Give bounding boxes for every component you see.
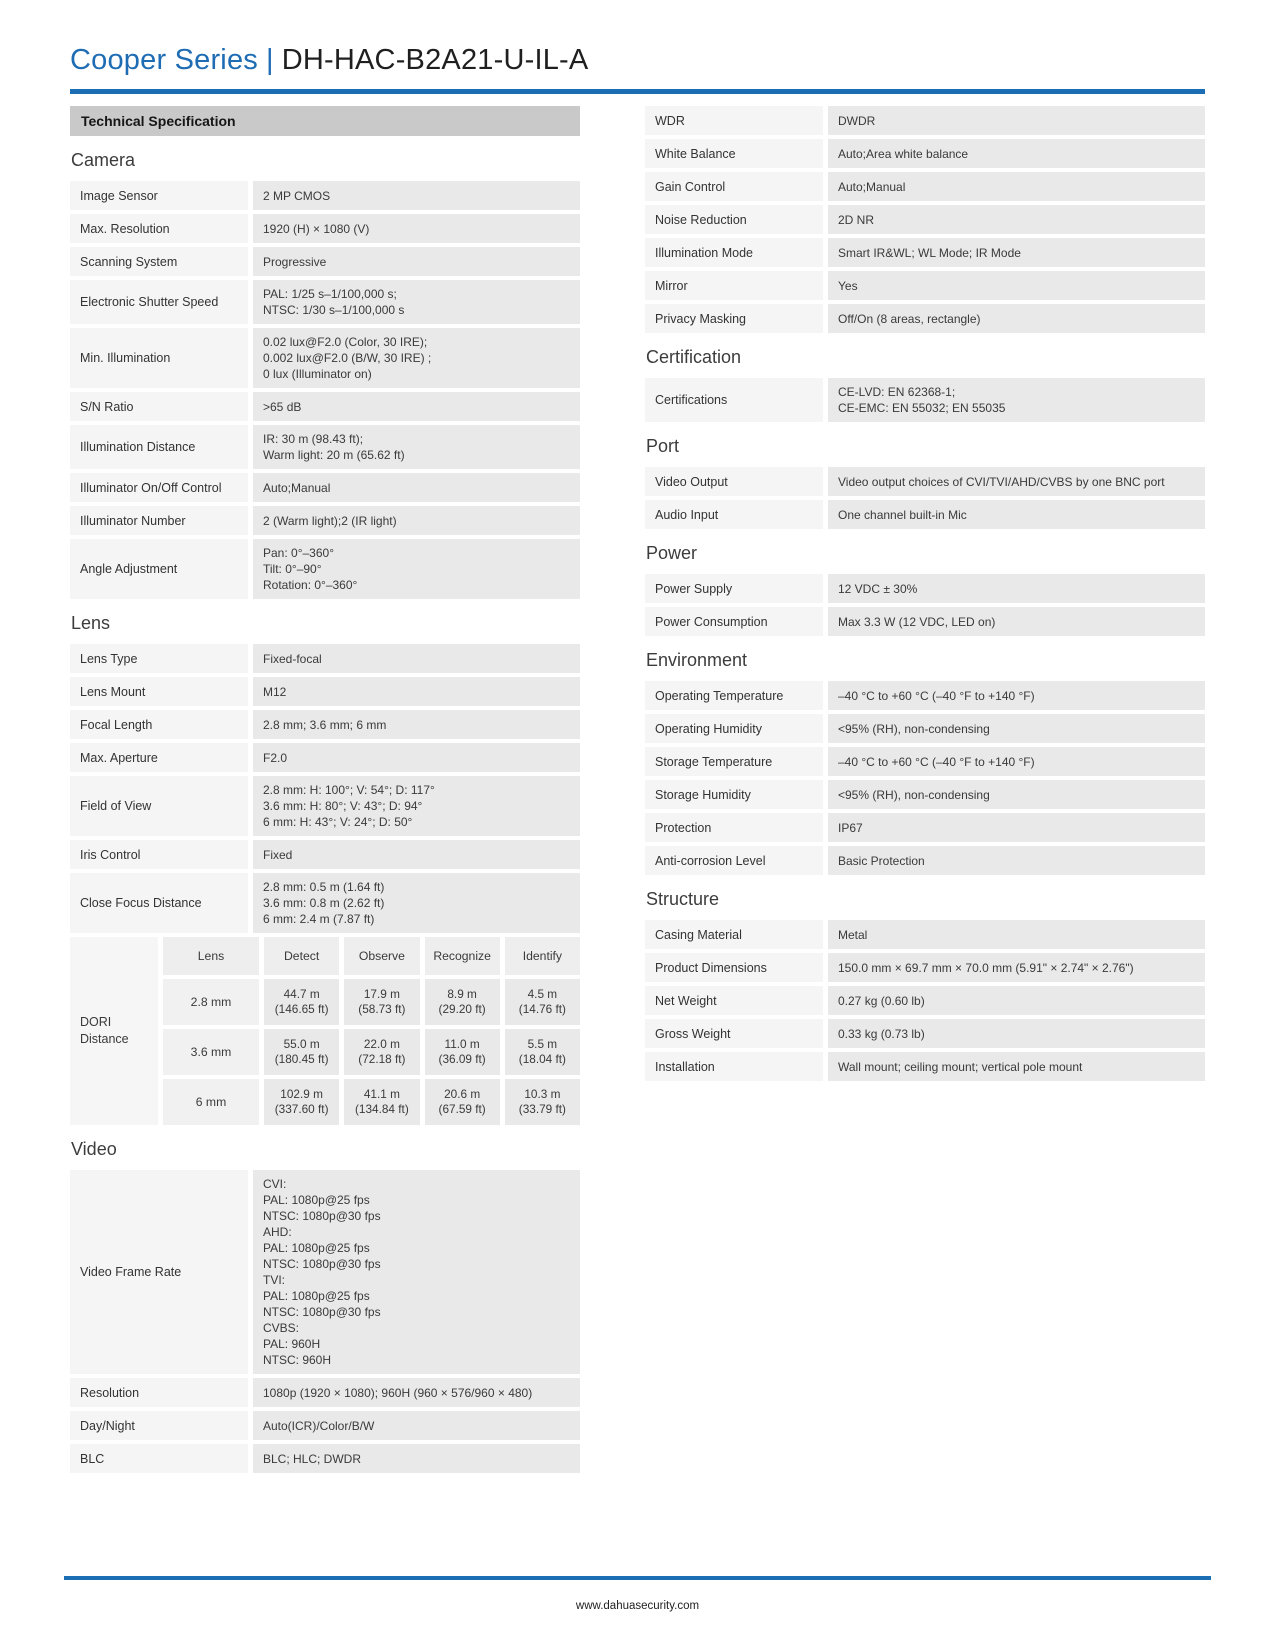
dori-value-line: 17.9 m	[363, 987, 400, 1001]
spec-value-line: CE-LVD: EN 62368-1;	[838, 385, 956, 399]
spec-value	[253, 873, 580, 933]
spec-value-line: NTSC: 1080p@30 fps	[263, 1209, 381, 1223]
spec-value-line: PAL: 1080p@25 fps	[263, 1289, 370, 1303]
series-name: Cooper Series	[70, 44, 258, 76]
spec-row	[645, 467, 1205, 496]
spec-row	[70, 392, 580, 421]
spec-value-line: 2.8 mm; 3.6 mm; 6 mm	[263, 717, 387, 732]
dori-value-line: 55.0 m	[283, 1037, 320, 1051]
dori-value-cell	[505, 979, 580, 1025]
spec-value	[253, 214, 580, 243]
spec-value	[253, 776, 580, 836]
footer-rule	[64, 1576, 1211, 1580]
spec-label: Gain Control	[645, 172, 823, 201]
spec-value	[253, 644, 580, 673]
spec-label: Product Dimensions	[645, 953, 823, 982]
spec-row	[645, 139, 1205, 168]
spec-value-line: NTSC: 960H	[263, 1353, 332, 1367]
spec-value	[828, 1052, 1205, 1081]
spec-row	[645, 607, 1205, 636]
spec-value	[828, 172, 1205, 201]
dori-value-cell	[425, 1079, 500, 1125]
dori-value-line: 10.3 m	[524, 1087, 561, 1101]
spec-row	[70, 539, 580, 599]
spec-label: Resolution	[70, 1378, 248, 1407]
dori-value-line: (67.59 ft)	[438, 1102, 486, 1116]
spec-value	[828, 271, 1205, 300]
spec-value-line: IR: 30 m (98.43 ft);	[263, 432, 364, 446]
spec-value-line: Yes	[838, 278, 858, 293]
spec-value-line: 3.6 mm: H: 80°; V: 43°; D: 94°	[263, 799, 423, 813]
spec-value-line: –40 °C to +60 °C (–40 °F to +140 °F)	[838, 688, 1035, 703]
dori-header-cell: Observe	[344, 937, 419, 975]
spec-label: Protection	[645, 813, 823, 842]
dori-value-cell	[264, 1079, 339, 1125]
spec-row	[70, 214, 580, 243]
spec-row	[645, 714, 1205, 743]
spec-label: BLC	[70, 1444, 248, 1473]
spec-value-line: 2 (Warm light);2 (IR light)	[263, 513, 397, 528]
spec-value-line: Off/On (8 areas, rectangle)	[838, 311, 981, 326]
spec-value	[828, 607, 1205, 636]
spec-label: Video Output	[645, 467, 823, 496]
spec-label: Certifications	[645, 378, 823, 422]
spec-value-line: 0.02 lux@F2.0 (Color, 30 IRE);	[263, 335, 428, 349]
spec-row	[70, 1411, 580, 1440]
spec-label: Day/Night	[70, 1411, 248, 1440]
spec-value-line: 12 VDC ± 30%	[838, 581, 918, 596]
spec-label: Storage Temperature	[645, 747, 823, 776]
spec-value-line: PAL: 1/25 s–1/100,000 s;	[263, 287, 397, 301]
spec-value-line: <95% (RH), non-condensing	[838, 721, 990, 736]
spec-label: Field of View	[70, 776, 248, 836]
spec-row	[70, 743, 580, 772]
dori-lens-cell: 2.8 mm	[163, 979, 259, 1025]
spec-row	[645, 271, 1205, 300]
dori-distance-table	[70, 937, 580, 1125]
spec-value-line: 6 mm: H: 43°; V: 24°; D: 50°	[263, 815, 413, 829]
spec-label: Operating Humidity	[645, 714, 823, 743]
spec-value	[828, 238, 1205, 267]
dori-value-line: 102.9 m	[280, 1087, 323, 1101]
spec-row	[70, 840, 580, 869]
spec-row	[645, 238, 1205, 267]
spec-row	[645, 500, 1205, 529]
spec-value	[828, 813, 1205, 842]
spec-row	[645, 205, 1205, 234]
spec-label: Illuminator On/Off Control	[70, 473, 248, 502]
spec-label: Close Focus Distance	[70, 873, 248, 933]
spec-label: Power Supply	[645, 574, 823, 603]
spec-value-line: NTSC: 1080p@30 fps	[263, 1305, 381, 1319]
spec-row	[70, 280, 580, 324]
spec-value-line: Pan: 0°–360°	[263, 546, 334, 560]
spec-value	[253, 743, 580, 772]
left-column	[70, 106, 580, 1477]
dori-value-cell	[344, 979, 419, 1025]
dori-value-line: 44.7 m	[283, 987, 320, 1001]
spec-value	[828, 714, 1205, 743]
dori-value-cell	[505, 1079, 580, 1125]
spec-label: Noise Reduction	[645, 205, 823, 234]
spec-value	[253, 1411, 580, 1440]
spec-label: Scanning System	[70, 247, 248, 276]
spec-value-line: Rotation: 0°–360°	[263, 578, 358, 592]
spec-label: Max. Resolution	[70, 214, 248, 243]
spec-value-line: Metal	[838, 927, 868, 942]
spec-row	[645, 953, 1205, 982]
spec-row	[645, 681, 1205, 710]
spec-value-line: 150.0 mm × 69.7 mm × 70.0 mm (5.91" × 2.74" × 2.76")	[838, 960, 1134, 975]
section-title: Video	[71, 1139, 117, 1159]
spec-label: Electronic Shutter Speed	[70, 280, 248, 324]
spec-value	[828, 467, 1205, 496]
spec-row	[70, 247, 580, 276]
spec-label: Operating Temperature	[645, 681, 823, 710]
spec-row	[645, 574, 1205, 603]
spec-label: Illumination Mode	[645, 238, 823, 267]
dori-row-label: DORI Distance	[70, 937, 158, 1125]
spec-value	[253, 1170, 580, 1374]
section-title: Power	[646, 543, 698, 563]
spec-row	[645, 813, 1205, 842]
spec-columns	[70, 106, 1205, 1477]
spec-value-line: DWDR	[838, 113, 876, 128]
spec-row	[70, 473, 580, 502]
spec-row	[70, 677, 580, 706]
spec-value	[828, 1019, 1205, 1048]
spec-value	[253, 473, 580, 502]
dori-value-line: 41.1 m	[363, 1087, 400, 1101]
spec-value-line: Warm light: 20 m (65.62 ft)	[263, 448, 405, 462]
spec-label: S/N Ratio	[70, 392, 248, 421]
dori-value-line: (14.76 ft)	[518, 1002, 566, 1016]
spec-label: Video Frame Rate	[70, 1170, 248, 1374]
spec-value	[828, 378, 1205, 422]
section-title: Environment	[646, 650, 748, 670]
dori-value-line: (72.18 ft)	[358, 1052, 406, 1066]
spec-value-line: 1920 (H) × 1080 (V)	[263, 221, 370, 236]
right-column	[645, 106, 1205, 1477]
spec-value-line: Wall mount; ceiling mount; vertical pole mount	[838, 1059, 1083, 1074]
spec-value-line: Smart IR&WL; WL Mode; IR Mode	[838, 245, 1021, 260]
spec-value-line: CVI:	[263, 1177, 287, 1191]
spec-row	[645, 304, 1205, 333]
spec-row	[645, 920, 1205, 949]
dori-value-cell	[425, 1029, 500, 1075]
dori-value-line: 8.9 m	[447, 987, 477, 1001]
spec-row	[70, 873, 580, 933]
spec-value-line: One channel built-in Mic	[838, 507, 967, 522]
spec-row	[645, 106, 1205, 135]
spec-value-line: Auto;Manual	[838, 179, 906, 194]
footer-url: www.dahuasecurity.com	[575, 1600, 700, 1612]
dori-header-cell: Recognize	[425, 937, 500, 975]
spec-label: Casing Material	[645, 920, 823, 949]
spec-value-line: TVI:	[263, 1273, 286, 1287]
spec-value	[828, 986, 1205, 1015]
spec-value-line: NTSC: 1080p@30 fps	[263, 1257, 381, 1271]
spec-value-line: <95% (RH), non-condensing	[838, 787, 990, 802]
dori-value-line: 5.5 m	[527, 1037, 558, 1051]
dori-value-cell	[344, 1029, 419, 1075]
spec-label: White Balance	[645, 139, 823, 168]
spec-row	[70, 644, 580, 673]
section-title: Structure	[646, 889, 720, 909]
spec-value-line: M12	[263, 684, 287, 699]
spec-row	[645, 747, 1205, 776]
spec-label: Net Weight	[645, 986, 823, 1015]
spec-label: WDR	[645, 106, 823, 135]
spec-label: Lens Mount	[70, 677, 248, 706]
spec-value-line: CE-EMC: EN 55032; EN 55035	[838, 401, 1006, 415]
spec-value	[253, 328, 580, 388]
spec-value-line: Max 3.3 W (12 VDC, LED on)	[838, 614, 996, 629]
spec-value-line: 0.27 kg (0.60 lb)	[838, 993, 925, 1008]
spec-label: Privacy Masking	[645, 304, 823, 333]
spec-row	[70, 328, 580, 388]
spec-value-line: PAL: 1080p@25 fps	[263, 1193, 370, 1207]
spec-value-line: Auto;Manual	[263, 480, 331, 495]
technical-specification-bar: Technical Specification	[70, 106, 580, 136]
spec-value	[828, 205, 1205, 234]
spec-row	[645, 846, 1205, 875]
spec-value	[253, 539, 580, 599]
spec-value-line: CVBS:	[263, 1321, 300, 1335]
dori-value-line: 22.0 m	[363, 1037, 400, 1051]
spec-value	[828, 780, 1205, 809]
page-footer	[0, 1576, 1275, 1612]
dori-value-line: (58.73 ft)	[358, 1002, 406, 1016]
spec-value-line: Fixed-focal	[263, 651, 322, 666]
spec-value-line: 0.002 lux@F2.0 (B/W, 30 IRE) ;	[263, 351, 432, 365]
dori-value-line: 4.5 m	[527, 987, 558, 1001]
dori-value-line: (134.84 ft)	[354, 1102, 409, 1116]
spec-value	[253, 710, 580, 739]
spec-row	[70, 776, 580, 836]
dori-header-cell: Lens	[163, 937, 259, 975]
spec-value	[828, 846, 1205, 875]
spec-value	[253, 506, 580, 535]
dori-header-cell: Identify	[505, 937, 580, 975]
spec-value	[828, 920, 1205, 949]
spec-row	[70, 1444, 580, 1473]
spec-value	[253, 840, 580, 869]
spec-value	[828, 681, 1205, 710]
spec-value	[828, 139, 1205, 168]
spec-label: Focal Length	[70, 710, 248, 739]
spec-value-line: Fixed	[263, 847, 293, 862]
spec-value-line: –40 °C to +60 °C (–40 °F to +140 °F)	[838, 754, 1035, 769]
spec-label: Illuminator Number	[70, 506, 248, 535]
spec-value-line: 2D NR	[838, 212, 875, 227]
spec-value-line: 3.6 mm: 0.8 m (2.62 ft)	[263, 896, 385, 910]
spec-value-line: Auto(ICR)/Color/B/W	[263, 1418, 375, 1433]
header-rule	[70, 89, 1205, 94]
spec-row	[645, 1019, 1205, 1048]
spec-value-line: PAL: 960H	[263, 1337, 321, 1351]
spec-label: Anti-corrosion Level	[645, 846, 823, 875]
spec-label: Gross Weight	[645, 1019, 823, 1048]
dori-value-cell	[425, 979, 500, 1025]
spec-label: Power Consumption	[645, 607, 823, 636]
dori-lens-cell: 6 mm	[163, 1079, 259, 1125]
dori-value-line: (18.04 ft)	[518, 1052, 566, 1066]
spec-value-line: Basic Protection	[838, 853, 925, 868]
dori-value-line: 11.0 m	[444, 1037, 480, 1051]
spec-value-line: BLC; HLC; DWDR	[263, 1451, 362, 1466]
spec-row	[70, 1378, 580, 1407]
spec-label: Max. Aperture	[70, 743, 248, 772]
spec-value	[253, 280, 580, 324]
spec-value-line: 0.33 kg (0.73 lb)	[838, 1026, 925, 1041]
spec-value-line: Tilt: 0°–90°	[263, 562, 322, 576]
spec-label: Mirror	[645, 271, 823, 300]
dori-value-line: (36.09 ft)	[438, 1052, 486, 1066]
spec-label: Angle Adjustment	[70, 539, 248, 599]
dori-value-line: (337.60 ft)	[274, 1102, 329, 1116]
spec-row	[70, 1170, 580, 1374]
spec-value-line: 0 lux (Illuminator on)	[263, 367, 372, 381]
spec-value-line: 2 MP CMOS	[263, 188, 331, 203]
spec-value	[253, 425, 580, 469]
spec-label: Min. Illumination	[70, 328, 248, 388]
dori-value-line: (180.45 ft)	[274, 1052, 329, 1066]
spec-value	[828, 304, 1205, 333]
spec-label: Lens Type	[70, 644, 248, 673]
spec-label: Image Sensor	[70, 181, 248, 210]
spec-value-line: 2.8 mm: 0.5 m (1.64 ft)	[263, 880, 385, 894]
spec-value	[253, 247, 580, 276]
spec-value	[828, 574, 1205, 603]
spec-label: Storage Humidity	[645, 780, 823, 809]
spec-value-line: Progressive	[263, 254, 327, 269]
spec-value-line: IP67	[838, 820, 863, 835]
spec-value	[828, 953, 1205, 982]
section-title: Port	[646, 436, 680, 456]
spec-label: Iris Control	[70, 840, 248, 869]
spec-value	[828, 500, 1205, 529]
spec-label: Audio Input	[645, 500, 823, 529]
spec-value-line: PAL: 1080p@25 fps	[263, 1241, 370, 1255]
dori-value-line: 20.6 m	[444, 1087, 481, 1101]
spec-row	[70, 181, 580, 210]
spec-row	[645, 780, 1205, 809]
dori-value-cell	[505, 1029, 580, 1075]
model-name: DH-HAC-B2A21-U-IL-A	[281, 44, 589, 76]
dori-value-line: (146.65 ft)	[274, 1002, 329, 1016]
section-title: Lens	[71, 613, 111, 633]
spec-value-line: 6 mm: 2.4 m (7.87 ft)	[263, 912, 375, 926]
spec-value-line: AHD:	[263, 1225, 292, 1239]
spec-value	[253, 677, 580, 706]
dori-value-cell	[264, 979, 339, 1025]
spec-row	[645, 172, 1205, 201]
spec-value	[828, 106, 1205, 135]
spec-value-line: Auto;Area white balance	[838, 146, 969, 161]
spec-value	[253, 1444, 580, 1473]
spec-value	[253, 1378, 580, 1407]
spec-value	[828, 747, 1205, 776]
spec-row	[645, 1052, 1205, 1081]
dori-header-cell: Detect	[264, 937, 339, 975]
dori-value-cell	[344, 1079, 419, 1125]
spec-value-line: 2.8 mm: H: 100°; V: 54°; D: 117°	[263, 783, 435, 797]
dori-value-line: (33.79 ft)	[518, 1102, 566, 1116]
page-title	[70, 44, 1205, 77]
spec-row	[70, 425, 580, 469]
spec-value	[253, 392, 580, 421]
spec-row	[645, 378, 1205, 422]
spec-label: Illumination Distance	[70, 425, 248, 469]
spec-value-line: Video output choices of CVI/TVI/AHD/CVBS by one BNC port	[838, 474, 1165, 489]
title-separator: |	[265, 44, 274, 76]
spec-row	[645, 986, 1205, 1015]
dori-lens-cell: 3.6 mm	[163, 1029, 259, 1075]
spec-value-line: >65 dB	[263, 399, 302, 414]
spec-label: Installation	[645, 1052, 823, 1081]
section-title: Certification	[646, 347, 742, 367]
spec-value-line: F2.0	[263, 750, 288, 765]
spec-value-line: NTSC: 1/30 s–1/100,000 s	[263, 303, 405, 317]
section-title: Camera	[71, 150, 136, 170]
dori-value-line: (29.20 ft)	[438, 1002, 486, 1016]
spec-value-line: 1080p (1920 × 1080); 960H (960 × 576/960 × 480)	[263, 1385, 533, 1400]
spec-row	[70, 506, 580, 535]
spec-row	[70, 710, 580, 739]
dori-value-cell	[264, 1029, 339, 1075]
spec-value	[253, 181, 580, 210]
